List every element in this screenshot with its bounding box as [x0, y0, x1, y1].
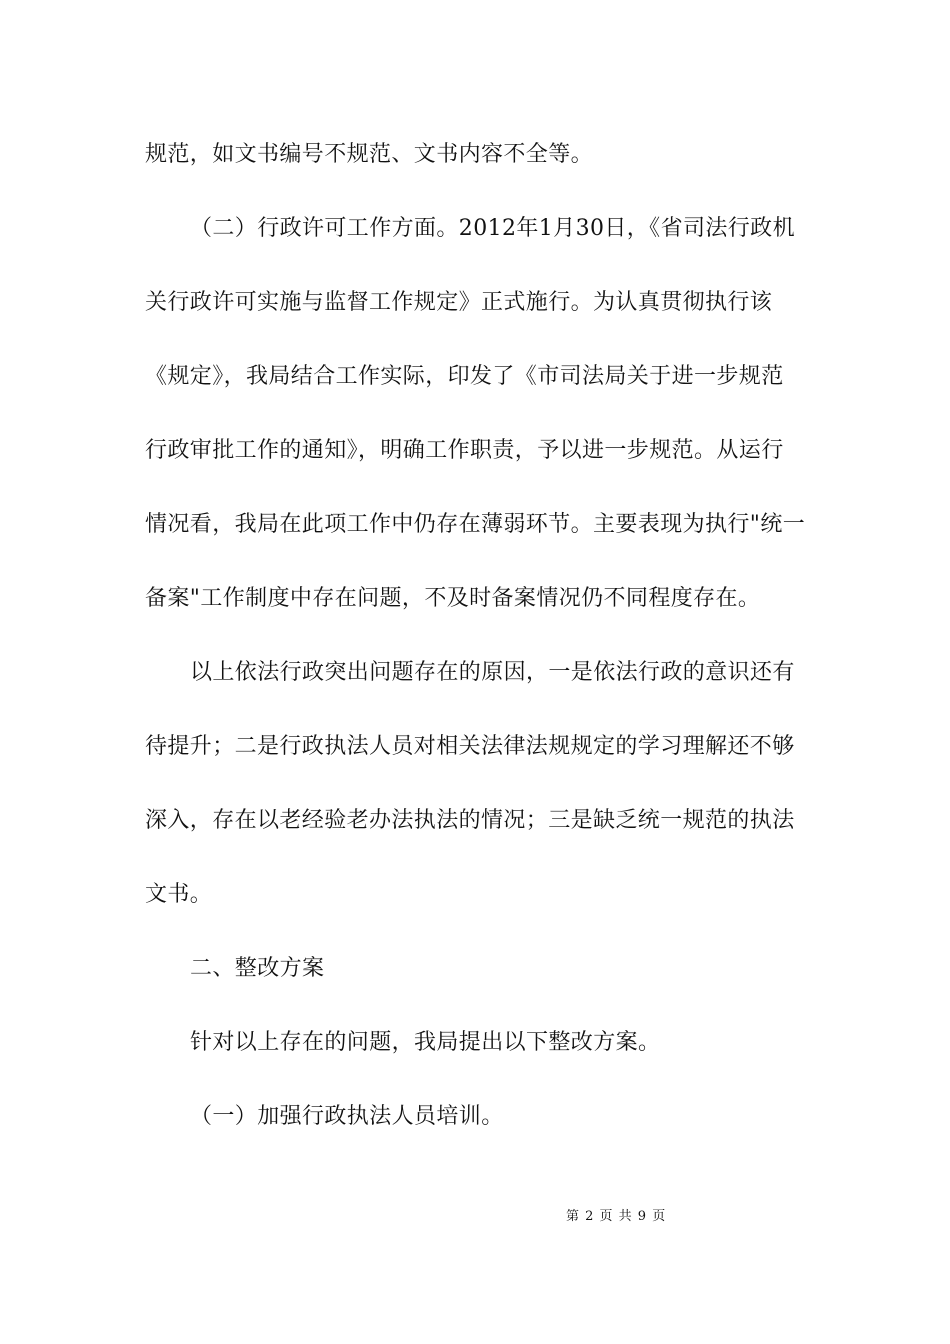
text-line: 备案"工作制度中存在问题，不及时备案情况仍不同程度存在。: [145, 586, 761, 611]
text-line: 《规定》，我局结合工作实际，印发了《市司法局关于进一步规范: [145, 364, 784, 389]
text-line: 深入，存在以老经验老办法执法的情况；三是缺乏统一规范的执法: [145, 808, 795, 833]
text-line: 以上依法行政突出问题存在的原因，一是依法行政的意识还有: [190, 660, 795, 685]
text-line: （二）行政许可工作方面。2012年1月30日，《省司法行政机: [190, 216, 795, 241]
text-line: 关行政许可实施与监督工作规定》正式施行。为认真贯彻执行该: [145, 290, 773, 315]
text-line: 情况看，我局在此项工作中仍存在薄弱环节。主要表现为执行"统一: [145, 512, 806, 537]
text-line: 行政审批工作的通知》，明确工作职责，予以进一步规范。从运行: [145, 438, 784, 463]
text-line: 待提升；二是行政执法人员对相关法律法规规定的学习理解还不够: [145, 734, 795, 759]
text-line: 规范，如文书编号不规范、文书内容不全等。: [145, 142, 594, 167]
subsection-heading: （一）加强行政执法人员培训。: [190, 1104, 504, 1129]
section-heading: 二、整改方案: [190, 956, 325, 981]
text-line: 针对以上存在的问题，我局提出以下整改方案。: [190, 1030, 661, 1055]
text-line: 文书。: [145, 882, 213, 907]
page-number-footer: 第 2 页 共 9 页: [566, 1209, 667, 1224]
